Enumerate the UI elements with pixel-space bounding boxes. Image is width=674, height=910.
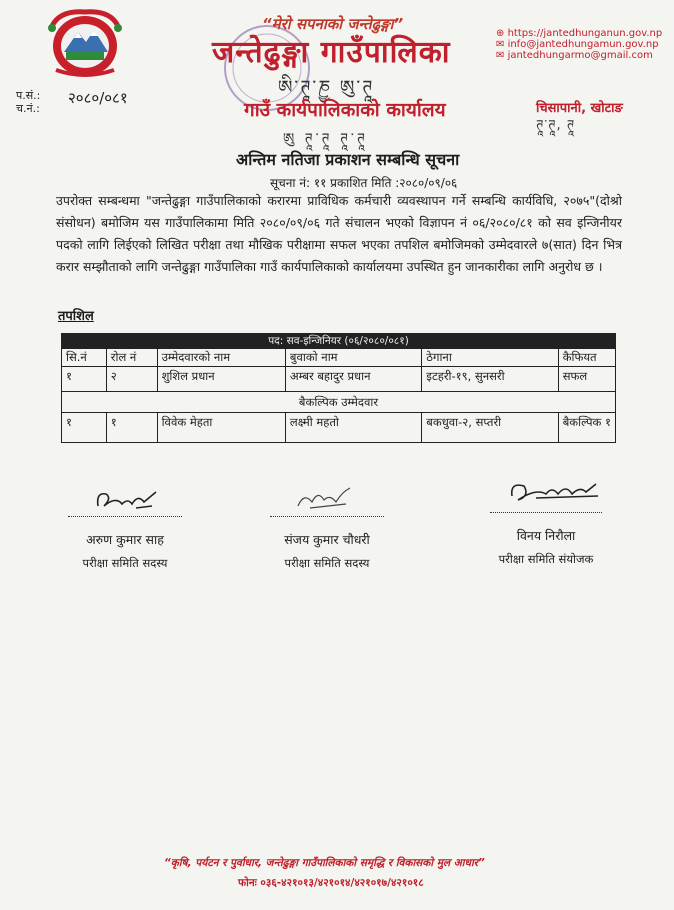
notice-subtitle: सूचना नं: ११ प्रकाशित मिति :२०८०/०९/०६ — [270, 176, 458, 190]
signatory-role: परीक्षा समिति सदस्य — [284, 556, 370, 570]
ref-number: २०८०/०८१ — [68, 89, 128, 107]
signature-1-handwriting — [92, 486, 162, 516]
email-row-2 — [496, 50, 662, 61]
cell-remarks: सफल — [558, 367, 615, 392]
email-link-1[interactable]: info@jantedhungamun.gov.np — [507, 39, 659, 50]
signature-2-handwriting — [290, 484, 360, 514]
ref-chan-label: च.नं.: — [16, 102, 40, 115]
notice-title: अन्तिम नतिजा प्रकाशन सम्बन्धि सूचना — [236, 150, 460, 169]
address-line-2: ཊཱ་ཊཱ, ཊཱ — [536, 118, 576, 133]
ref-pas-label: प.सं.: २०८०/०८१ — [16, 89, 128, 107]
script-office-name: ཨུ ཊཱ་ཊཱ ཊཱ་ཊཱ — [283, 131, 368, 147]
alternate-header-row — [62, 392, 616, 413]
signatory-role: परीक्षा समिति सदस्य — [82, 556, 168, 570]
slogan: “मेरो सपनाको जन्तेढुङ्गा” — [262, 15, 404, 33]
script-municipality-name: ཨི་ཊཱ་ཎྱ ཨུ་ཊཱ — [278, 77, 375, 98]
globe-icon: ⊕ — [496, 28, 508, 39]
nepal-emblem-icon — [30, 6, 140, 80]
cell-candidate: विवेक मेहता — [157, 413, 285, 443]
alternate-label: बैकल्पिक उम्मेदवार — [62, 392, 616, 413]
cell-address: बकधुवा-२, सप्तरी — [422, 413, 558, 443]
municipality-name: जन्तेढुङ्गा गाउँपालिका — [212, 35, 451, 70]
col-header-father: बुवाको नाम — [285, 349, 421, 367]
signatory-role: परीक्षा समिति संयोजक — [498, 552, 594, 566]
cell-roll: १ — [106, 413, 157, 443]
cell-remarks: बैकल्पिक १ — [558, 413, 615, 443]
footer-motto: “कृषि, पर्यटन र पुर्वाधार, जन्तेढुङ्गा गाउँपालिकाको समृद्धि र विकासको मुल आधार” — [164, 857, 485, 869]
signature-block-1 — [68, 516, 182, 571]
office-name: गाउँ कार्यपालिकाको कार्यालय — [244, 99, 446, 121]
mail-icon-2: ✉ — [496, 50, 508, 61]
mail-icon: ✉ — [496, 39, 508, 50]
signatory-name: संजय कुमार चौधरी — [284, 532, 370, 547]
tapashil-label: तपशिल — [58, 309, 94, 324]
cell-address: इटहरी-१९, सुनसरी — [422, 367, 558, 392]
signatory-name: अरुण कुमार साह — [86, 532, 164, 547]
signature-3-handwriting — [506, 478, 606, 510]
signature-line — [270, 516, 384, 517]
notice-paragraph: उपरोक्त सम्बन्धमा "जन्तेढुङ्गा गाउँपालिकाको करारमा प्राविधिक कर्मचारी व्यवस्थापन गर्ने सम्बन्धि कार्यविधि, २०७५"(दोश्रो संसोधन) बमोजिम यस गाउँपालिकामा मिति २०८०/०९/०६ गते संचालन भएको विज्ञापन नं ०६/२०८०/८१ को सव इन्जिनीयर पदको लागि लिईएको लिखित परीक्षा तथा मौखिक परीक्षामा सफल भएका तपशिल बमोजिमको उम्मेदवारले ७(सात) दिन भित्र करार सम्झौताको लागि जन्तेढुङ्गा गाउँपालिका गाउँ कार्यपालिकाको कार्यालयमा उपस्थित हुन जानकारीका लागि अनुरोध छ । — [56, 193, 622, 274]
contact-block — [496, 28, 662, 61]
cell-father: लक्ष्मी महतो — [285, 413, 421, 443]
post-title-row — [62, 334, 616, 349]
footer-phone: फोनः ०३६-४२१०१३/४२१०१४/४२१०१७/४२१०१८ — [238, 877, 424, 889]
address-block — [536, 100, 623, 134]
col-header-remarks: कैफियत — [558, 349, 615, 367]
website-row — [496, 28, 662, 39]
signatory-name: विनय निरौला — [516, 528, 576, 543]
col-header-roll: रोल नं — [106, 349, 157, 367]
signature-block-3 — [490, 512, 602, 567]
results-table — [61, 333, 616, 443]
col-header-candidate: उम्मेदवारको नाम — [157, 349, 285, 367]
table-row — [62, 367, 616, 392]
signature-block-2 — [270, 516, 384, 571]
col-header-sn: सि.नं — [62, 349, 107, 367]
signature-line — [68, 516, 182, 517]
signature-line — [490, 512, 602, 513]
email-link-2[interactable]: jantedhungarmo@gmail.com — [507, 50, 653, 61]
cell-candidate: शुशिल प्रधान — [157, 367, 285, 392]
cell-sn: १ — [62, 367, 107, 392]
address-line-1: चिसापानी, खोटाङ — [536, 101, 623, 116]
cell-father: अम्बर बहादुर प्रधान — [285, 367, 421, 392]
email-row — [496, 39, 662, 50]
table-row — [62, 413, 616, 443]
cell-sn: १ — [62, 413, 107, 443]
table-header-row — [62, 349, 616, 367]
post-title: पद: सव-इन्जिनियर (०६/२०८०/०८१) — [62, 334, 616, 349]
cell-roll: २ — [106, 367, 157, 392]
website-link[interactable]: https://jantedhunganun.gov.np — [507, 28, 663, 39]
col-header-address: ठेगाना — [422, 349, 558, 367]
